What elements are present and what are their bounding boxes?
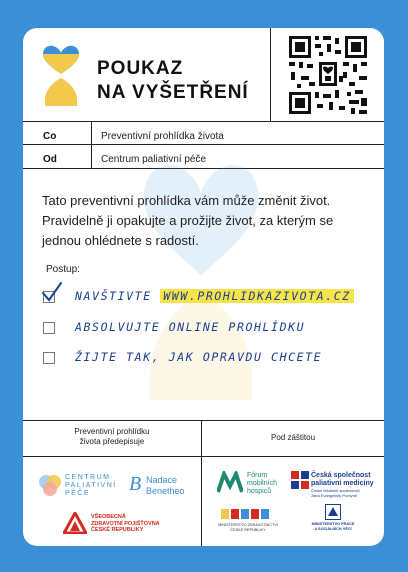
voucher-card	[23, 28, 384, 546]
mpsv-logo-icon	[325, 504, 341, 520]
title-line-1: POUKAZ	[97, 58, 184, 79]
mpsv-line: A SOCIÁLNÍCH VĚCÍ	[314, 527, 352, 531]
forum-line: Fórum	[247, 472, 268, 479]
step-visit[interactable]	[43, 287, 373, 307]
checkmark-icon	[41, 281, 63, 303]
divider	[23, 121, 384, 122]
website-link[interactable]: WWW.PROHLIDKAZIVOTA.CZ	[160, 289, 354, 303]
step-live-text: ŽIJTE TAK, JAK OPRAVDU CHCETE	[75, 350, 323, 364]
cspm-logo	[311, 472, 374, 498]
qr-box	[270, 28, 384, 121]
centrum-line: CENTRUM	[65, 474, 111, 481]
title-line-2: NA VYŠETŘENÍ	[97, 82, 249, 103]
prescriber-heading-line: života předepisuje	[79, 437, 145, 446]
cspm-line: paliativní medicíny	[311, 480, 374, 487]
divider	[23, 144, 384, 145]
cspm-line: České lékařské společnosti	[311, 488, 360, 493]
centrum-logo	[65, 474, 117, 498]
prescriber-heading-line: Preventivní prohlídku	[74, 427, 150, 436]
nadace-line: Benetheo	[146, 486, 185, 496]
cspm-line: Česká společnost	[311, 472, 371, 479]
divider	[23, 456, 384, 457]
mpsv-line: MINISTERSTVO PRÁCE	[311, 522, 355, 526]
divider	[23, 420, 384, 421]
hourglass-heart-icon	[39, 44, 83, 108]
mzd-line: ČESKÉ REPUBLIKY	[230, 528, 266, 532]
patronage-heading: Pod záštitou	[270, 433, 316, 442]
vzp-line: ZDRAVOTNÍ POJIŠŤOVNA	[91, 520, 160, 527]
row-value-od: Centrum paliativní péče	[101, 154, 207, 165]
procedure-label: Postup:	[46, 264, 80, 275]
vzp-logo-icon	[63, 512, 87, 534]
cspm-logo-icon	[291, 471, 309, 489]
intro-line: jednou ohlédnete s radostí.	[42, 233, 199, 248]
vzp-logo	[91, 514, 160, 534]
checkbox-icon[interactable]	[43, 322, 55, 334]
intro-line: Pravidelně ji opakujte a prožijte život, za kterým se	[42, 213, 334, 228]
intro-text	[42, 191, 372, 251]
nadace-line: Nadace	[146, 475, 178, 485]
centrum-line: PÉČE	[65, 490, 91, 497]
vzp-line: VŠEOBECNÁ	[91, 514, 126, 520]
mzd-logo-icon	[221, 507, 273, 521]
centrum-logo-icon	[37, 472, 63, 498]
step-online-checkup[interactable]	[43, 318, 373, 338]
step-visit-text	[75, 289, 354, 303]
qr-code-icon[interactable]	[289, 36, 367, 114]
nadace-logo	[146, 475, 185, 497]
step-live[interactable]	[43, 348, 373, 368]
row-label-co: Co	[43, 131, 57, 142]
voucher-header	[23, 28, 384, 121]
checkbox-icon[interactable]	[43, 352, 55, 364]
mzd-logo	[213, 523, 283, 533]
prescriber-heading	[23, 427, 201, 447]
vzp-line: ČESKÉ REPUBLIKY	[91, 527, 144, 533]
centrum-line: PALIATIVNÍ	[65, 482, 117, 489]
row-value-co: Preventivní prohlídka života	[101, 131, 224, 142]
table-divider	[91, 121, 92, 168]
forum-logo	[247, 472, 277, 496]
forum-line: hospiců	[247, 488, 272, 495]
intro-line: Tato preventivní prohlídka vám může změnit život.	[42, 193, 331, 208]
mpsv-logo	[303, 522, 363, 532]
nadace-icon: B	[129, 473, 142, 495]
row-label-od: Od	[43, 154, 57, 165]
step-online-checkup-text: ABSOLVUJTE ONLINE PROHLÍDKU	[75, 320, 306, 334]
mzd-line: MINISTERSTVO ZDRAVOTNICTVÍ	[218, 523, 278, 527]
forum-logo-icon	[217, 471, 243, 493]
step-visit-prefix: NAVŠTIVTE	[75, 289, 152, 303]
forum-line: mobilních	[247, 480, 277, 487]
cspm-line: Jana Evangelisty Purkyně	[311, 493, 358, 498]
voucher-title	[97, 57, 249, 105]
